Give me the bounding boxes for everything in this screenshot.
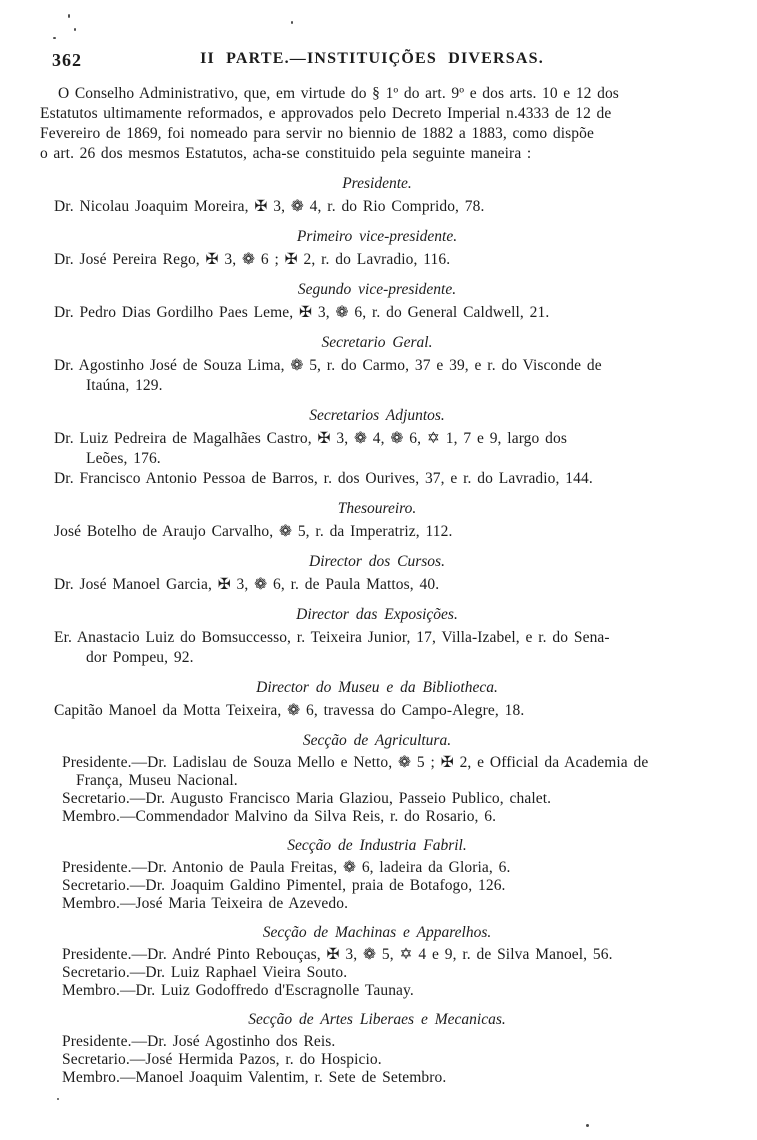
entry-line: Dr. José Pereira Rego, ✠ 3, ❁ 6 ; ✠ 2, r. do Lavradio, 116. (54, 251, 451, 268)
entry-line: Secretario.—José Hermida Pazos, r. do Hospicio. (62, 1051, 382, 1068)
running-title: II PARTE.—INSTITUIÇÕES DIVERSAS. (200, 50, 544, 67)
section-heading: Secretarios Adjuntos. (309, 407, 445, 424)
section-heading: Secção de Industria Fabril. (287, 837, 467, 854)
section-seccao-de-machinas (40, 923, 734, 1000)
section-heading: Secretario Geral. (321, 334, 433, 351)
section-seccao-de-artes-liberaes (40, 1010, 734, 1087)
section-director-do-museu (40, 678, 734, 721)
entry-line: França, Museu Nacional. (76, 772, 238, 789)
intro-line: o art. 26 dos mesmos Estatutos, acha-se constituido pela seguinte maneira : (40, 145, 532, 162)
scan-speck (74, 28, 76, 31)
page-header (40, 50, 734, 74)
entry-line: Secretario.—Dr. Luiz Raphael Vieira Souto. (62, 964, 348, 981)
section-director-dos-cursos (40, 552, 734, 595)
section-primeiro-vice-presidente (40, 227, 734, 270)
entry-line: Dr. Nicolau Joaquim Moreira, ✠ 3, ❁ 4, r. do Rio Comprido, 78. (54, 198, 485, 215)
entry-line: Dr. Pedro Dias Gordilho Paes Leme, ✠ 3, ❁ 6, r. do General Caldwell, 21. (54, 304, 550, 321)
section-heading: Secção de Agricultura. (302, 732, 452, 749)
section-heading: Director dos Cursos. (309, 553, 445, 570)
section-secretario-geral (40, 333, 734, 396)
intro-line: Estatutos ultimamente reformados, e approvados pelo Decreto Imperial n.4333 de 12 de (40, 105, 612, 122)
intro-line: O Conselho Administrativo, que, em virtude do § 1º do art. 9º e dos arts. 10 e 12 dos (58, 85, 619, 102)
entry-line: Dr. Francisco Antonio Pessoa de Barros, r. dos Ourives, 37, e r. do Lavradio, 144. (54, 470, 593, 487)
entry-line: Er. Anastacio Luiz do Bomsuccesso, r. Teixeira Junior, 17, Villa-Izabel, e r. do Sena- (54, 629, 610, 646)
scan-speck (68, 14, 70, 18)
entry-line: Dr. Luiz Pedreira de Magalhães Castro, ✠ 3, ❁ 4, ❁ 6, ✡ 1, 7 e 9, largo dos (54, 430, 567, 447)
section-presidente (40, 174, 734, 217)
section-seccao-de-agricultura (40, 731, 734, 826)
page-number: 362 (52, 50, 82, 70)
entry-line: Membro.—Manoel Joaquim Valentim, r. Sete de Setembro. (62, 1069, 447, 1086)
section-heading: Segundo vice-presidente. (297, 281, 457, 298)
entry-line: Presidente.—Dr. José Agostinho dos Reis. (62, 1033, 336, 1050)
section-secretarios-adjuntos (40, 406, 734, 489)
entry-line: Itaúna, 129. (86, 377, 163, 394)
entry-line: Membro.—Dr. Luiz Godoffredo d'Escragnolle Taunay. (62, 982, 414, 999)
intro-paragraph (40, 84, 734, 164)
entry-line: Secretario.—Dr. Joaquim Galdino Pimentel, praia de Botafogo, 126. (62, 877, 506, 894)
entry-line: José Botelho de Araujo Carvalho, ❁ 5, r. da Imperatriz, 112. (54, 523, 453, 540)
intro-line: Fevereiro de 1869, foi nomeado para servir no biennio de 1882 a 1883, como dispõe (40, 125, 594, 142)
entry-line: Dr. José Manoel Garcia, ✠ 3, ❁ 6, r. de Paula Mattos, 40. (54, 576, 440, 593)
section-heading: Primeiro vice-presidente. (296, 228, 458, 245)
scan-speck (57, 1098, 59, 1100)
section-segundo-vice-presidente (40, 280, 734, 323)
scan-speck (586, 1124, 589, 1127)
section-heading: Thesoureiro. (337, 500, 417, 517)
section-heading: Secção de Machinas e Apparelhos. (262, 924, 492, 941)
section-heading: Director das Exposições. (296, 606, 458, 623)
entry-line: Presidente.—Dr. André Pinto Rebouças, ✠ 3, ❁ 5, ✡ 4 e 9, r. de Silva Manoel, 56. (62, 946, 613, 963)
entry-line: Capitão Manoel da Motta Teixeira, ❁ 6, travessa do Campo-Alegre, 18. (54, 702, 525, 719)
scan-speck (53, 37, 56, 39)
section-heading: Presidente. (342, 175, 412, 192)
entry-line: Leões, 176. (86, 450, 161, 467)
section-thesoureiro (40, 499, 734, 542)
section-seccao-de-industria-fabril (40, 836, 734, 913)
section-director-das-exposicoes (40, 605, 734, 668)
entry-line: dor Pompeu, 92. (86, 649, 194, 666)
entry-line: Presidente.—Dr. Antonio de Paula Freitas, ❁ 6, ladeira da Gloria, 6. (62, 859, 511, 876)
scan-speck (291, 21, 293, 24)
entry-line: Presidente.—Dr. Ladislau de Souza Mello e Netto, ❁ 5 ; ✠ 2, e Official da Academia de (62, 754, 649, 771)
entry-line: Membro.—Commendador Malvino da Silva Reis, r. do Rosario, 6. (62, 808, 497, 825)
section-heading: Secção de Artes Liberaes e Mecanicas. (248, 1011, 506, 1028)
entry-line: Membro.—José Maria Teixeira de Azevedo. (62, 895, 349, 912)
page-content (40, 50, 734, 1087)
entry-line: Dr. Agostinho José de Souza Lima, ❁ 5, r. do Carmo, 37 e 39, e r. do Visconde de (54, 357, 602, 374)
entry-line: Secretario.—Dr. Augusto Francisco Maria Glaziou, Passeio Publico, chalet. (62, 790, 552, 807)
section-heading: Director do Museu e da Bibliotheca. (256, 679, 498, 696)
